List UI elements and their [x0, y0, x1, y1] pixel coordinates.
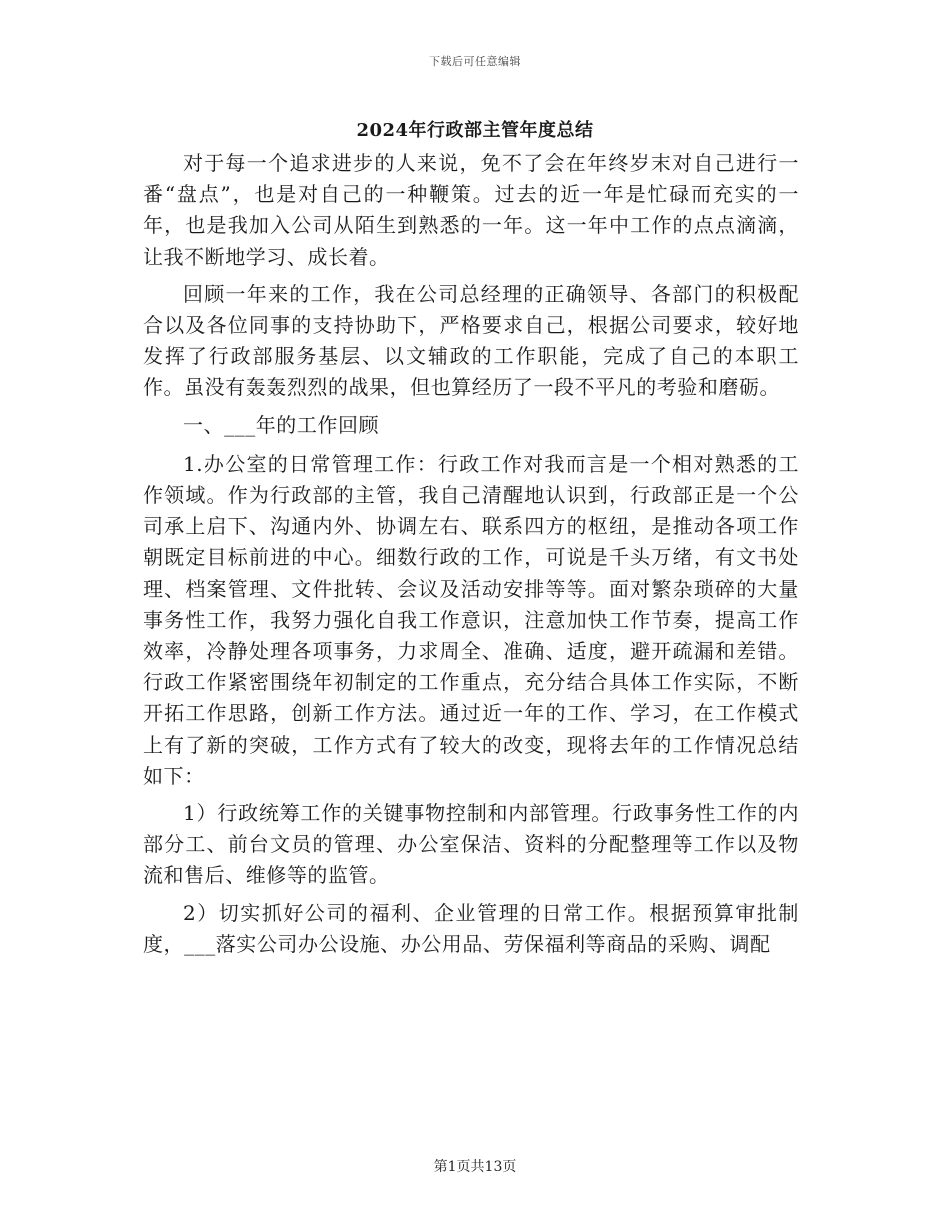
page-number: 第1页共13页 — [433, 1159, 517, 1175]
page-header-note: 下载后可任意编辑 — [429, 55, 521, 68]
section-heading: 一、___年的工作回顾 — [183, 412, 380, 437]
paragraph-review: 回顾一年来的工作，我在公司总经理的正确领导、各部门的积极配合以及各位同事的支持协助下，严格要求自己，根据公司要求，较好地发挥了行政部服务基层、以文辅政的工作职能，完成了自己的本职工作。虽没有轰轰烈烈的战果，但也算经历了一段不平凡的考验和磨砺。 — [143, 281, 799, 400]
document-title: 2024年行政部主管年度总结 — [356, 120, 594, 141]
document-body — [143, 148, 799, 966]
paragraph-office-management: 1.办公室的日常管理工作：行政工作对我而言是一个相对熟悉的工作领域。作为行政部的主管，我自己清醒地认识到，行政部正是一个公司承上启下、沟通内外、协调左右、联系四方的枢纽，是推动各项工作朝既定目标前进的中心。细数行政的工作，可说是千头万绪，有文书处理、档案管理、文件批转、会议及活动安排等等。面对繁杂琐碎的大量事务性工作，我努力强化自我工作意识，注意加快工作节奏，提高工作效率，冷静处理各项事务，力求周全、准确、适度，避开疏漏和差错。行政工作紧密围绕年初制定的工作重点，充分结合具体工作实际，不断开拓工作思路，创新工作方法。通过近一年的工作、学习，在工作模式上有了新的突破，工作方式有了较大的改变，现将去年的工作情况总结如下： — [143, 451, 799, 788]
paragraph-intro: 对于每一个追求进步的人来说，免不了会在年终岁末对自己进行一番“盘点”，也是对自己的一种鞭策。过去的近一年是忙碌而充实的一年，也是我加入公司从陌生到熟悉的一年。这一年中工作的点点滴滴，让我不断地学习、成长着。 — [143, 151, 799, 269]
paragraph-item-2: 2）切实抓好公司的福利、企业管理的日常工作。根据预算审批制度，___落实公司办公设施、办公用品、劳保福利等商品的采购、调配 — [143, 900, 799, 956]
paragraph-item-1: 1）行政统筹工作的关键事物控制和内部管理。行政事务性工作的内部分工、前台文员的管理、办公室保洁、资料的分配整理等工作以及物流和售后、维修等的监管。 — [143, 801, 799, 888]
